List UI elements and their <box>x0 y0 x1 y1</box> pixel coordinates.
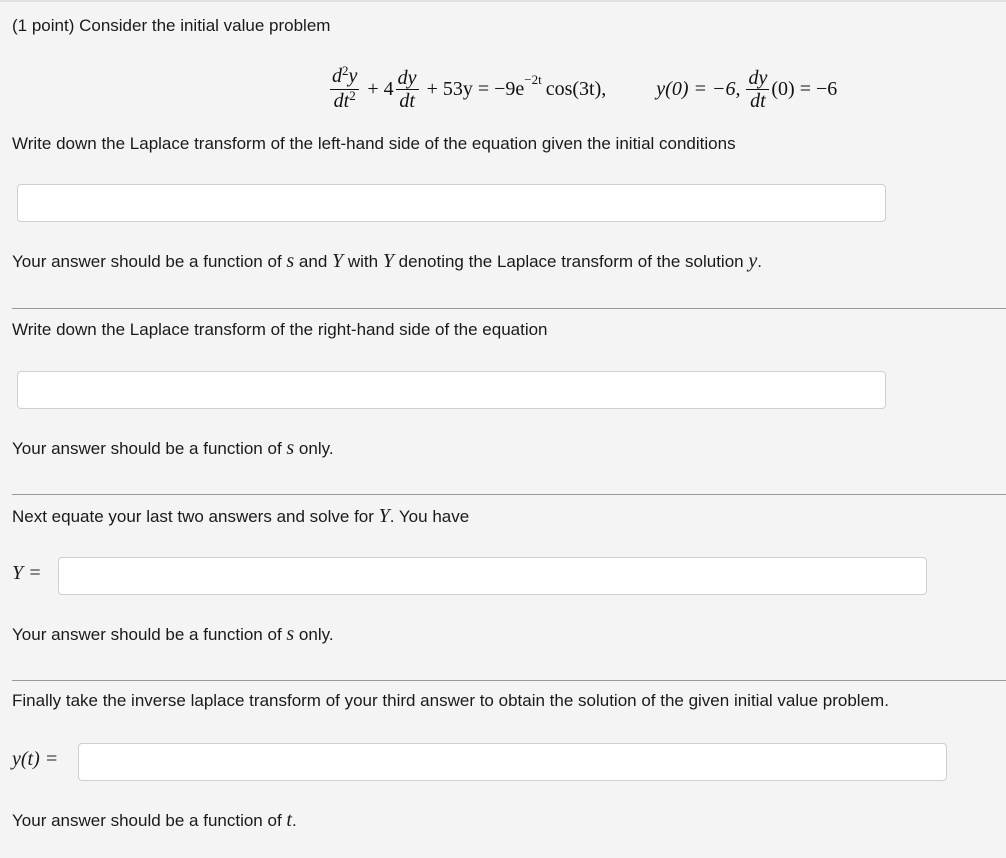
initial-condition-2: (0) = −6 <box>771 77 838 100</box>
q1-prompt: Write down the Laplace transform of the left-hand side of the equation given the initial conditions <box>12 134 736 153</box>
first-derivative-fraction: $\frac{dy}{dt}$ <box>397 66 417 112</box>
top-border <box>0 0 1006 2</box>
q4-prompt: Finally take the inverse laplace transform of your third answer to obtain the solution of the given initial value problem. <box>12 691 889 710</box>
ic-derivative-fraction: $\frac{dy}{dt}$ <box>748 66 768 112</box>
solution-label: y(t) = <box>12 748 59 770</box>
equation-rest: + 53y = −9e <box>426 77 525 100</box>
exponent: −2t <box>524 72 542 87</box>
laplace-lhs-input[interactable] <box>17 184 886 222</box>
second-derivative-fraction: $\frac{d^2y}{dt^2}$ <box>332 62 358 112</box>
laplace-rhs-input[interactable] <box>17 371 886 409</box>
divider-2 <box>12 494 1006 495</box>
divider-3 <box>12 680 1006 681</box>
q2-prompt: Write down the Laplace transform of the right-hand side of the equation <box>12 320 548 339</box>
divider-1 <box>12 308 1006 309</box>
y-transform-input[interactable] <box>58 557 927 595</box>
cos-term: cos(3t), <box>545 77 607 100</box>
q1-hint: Your answer should be a function of s and Y with Y denoting the Laplace transform of the solution y. <box>12 250 762 272</box>
problem-intro: (1 point) Consider the initial value problem <box>12 16 331 35</box>
q3-prompt: Next equate your last two answers and solve for Y. You have <box>12 505 470 527</box>
solution-input[interactable] <box>78 743 947 781</box>
q4-hint: Your answer should be a function of t. <box>12 809 297 831</box>
y-transform-label: Y = <box>12 562 42 584</box>
q3-hint: Your answer should be a function of s only. <box>12 623 334 645</box>
q2-hint: Your answer should be a function of s only. <box>12 437 334 459</box>
coef-dy: + 4 <box>367 77 394 100</box>
differential-equation <box>328 58 837 120</box>
initial-condition-1: y(0) = −6, <box>656 77 741 100</box>
